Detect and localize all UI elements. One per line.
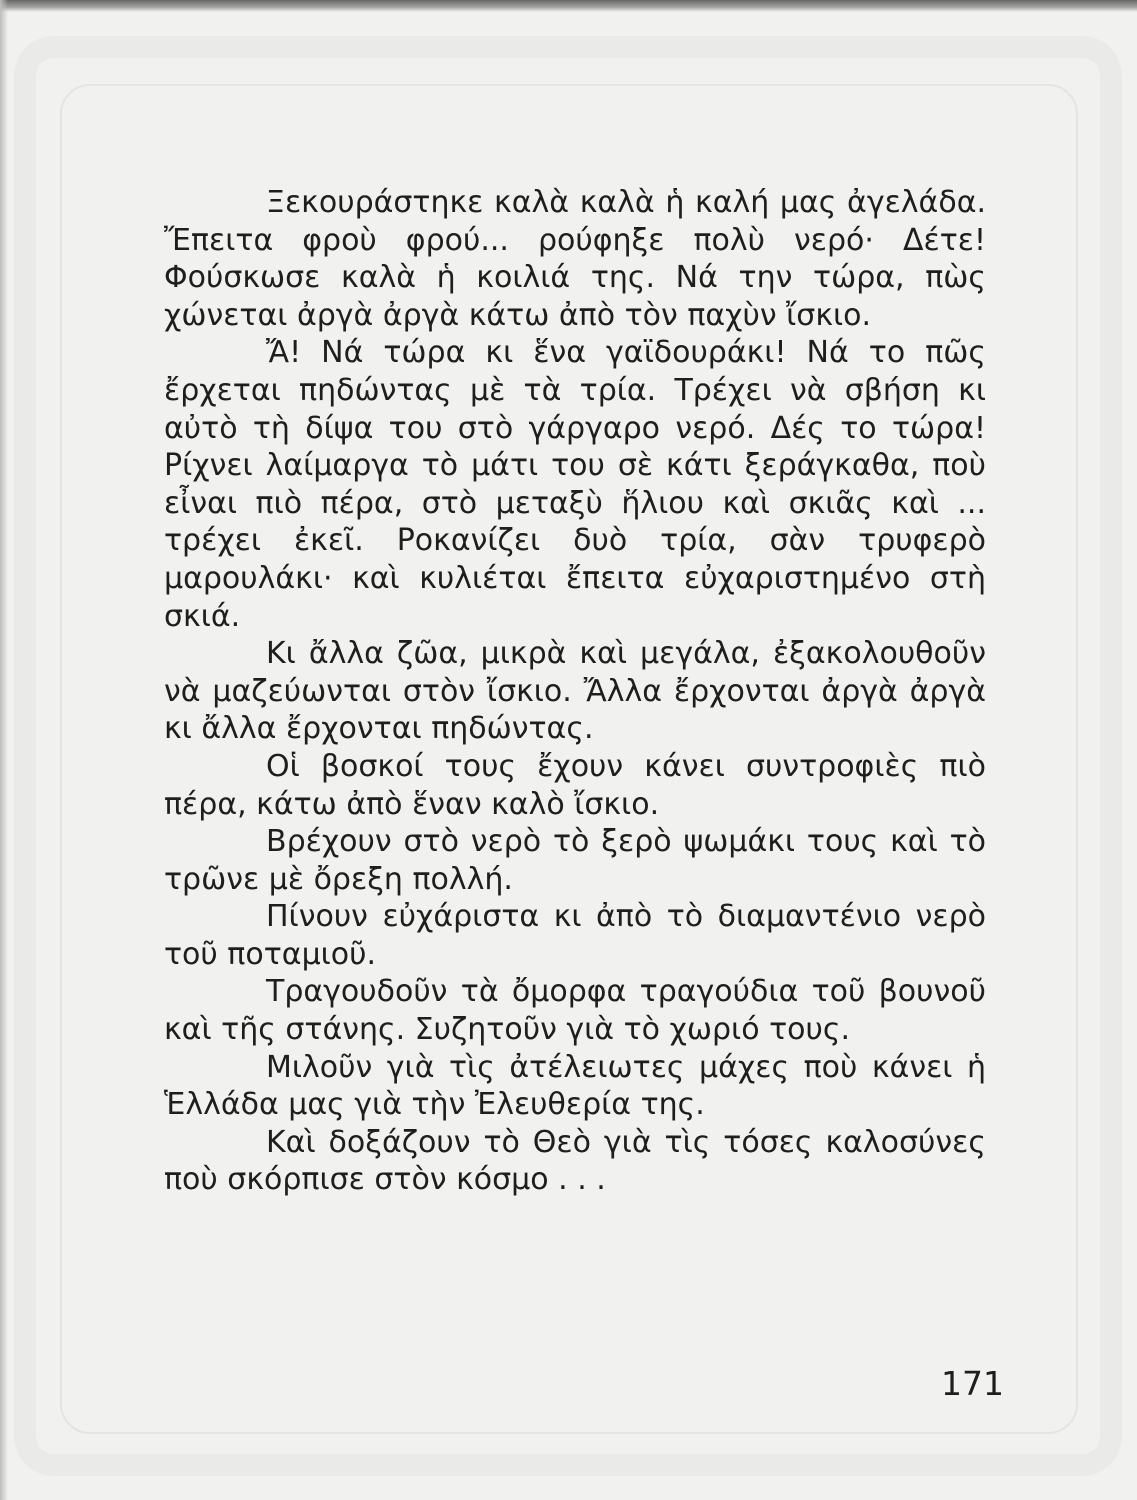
paragraph: Οἱ βοσκοί τους ἔχουν κάνει συντροφιὲς πιὸ πέρα, κάτω ἀπὸ ἕναν καλὸ ἴσκιο.: [164, 748, 986, 822]
scan-top-edge: [0, 0, 1137, 12]
paragraph: Ἄ! Νά τώρα κι ἕνα γαϊδουράκι! Νά το πῶς ἔρχεται πηδώντας μὲ τὰ τρία. Τρέχει νὰ σβήση κι αὐτὸ τὴ δίψα του στὸ γάργαρο νερό. Δές το τώρα! Ρίχνει λαίμαργα τὸ μάτι του σὲ κάτι ξεράγκαθα, ποὺ εἶναι πιὸ πέρα, στὸ μεταξὺ ἥλιου καὶ σκιᾶς καὶ ... τρέχει ἐκεῖ. Ροκανίζει δυὸ τρία, σὰν τρυφερὸ μαρουλάκι· καὶ κυλιέται ἔπειτα εὐχαριστημένο στὴ σκιά.: [164, 335, 986, 634]
paragraph: Κι ἄλλα ζῶα, μικρὰ καὶ μεγάλα, ἐξακολουθοῦν νὰ μαζεύωνται στὸν ἴσκιο. Ἄλλα ἔρχονται ἀργὰ ἀργὰ κι ἄλλα ἔρχονται πηδώντας.: [164, 636, 986, 747]
paragraph: Βρέχουν στὸ νερὸ τὸ ξερὸ ψωμάκι τους καὶ τὸ τρῶνε μὲ ὄρεξη πολλή.: [164, 824, 986, 897]
page-number: 171: [941, 1364, 1004, 1403]
paragraph: Καὶ δοξάζουν τὸ Θεὸ γιὰ τὶς τόσες καλοσύνες ποὺ σκόρπισε στὸν κόσμο . . .: [164, 1124, 986, 1198]
paragraph: Μιλοῦν γιὰ τὶς ἀτέλειωτες μάχες ποὺ κάνει ἡ Ἑλλάδα μας γιὰ τὴν Ἐλευθερία της.: [164, 1049, 986, 1123]
scan-left-edge: [0, 0, 8, 1500]
paragraph: Ξεκουράστηκε καλὰ καλὰ ἡ καλή μας ἀγελάδα. Ἔπειτα φροὺ φρού... ρούφηξε πολὺ νερό· Δέτε! Φούσκωσε καλὰ ἡ κοιλιά της. Νά την τώρα, πὼς χώνεται ἀργὰ ἀργὰ κάτω ἀπὸ τὸν παχὺν ἴσκιο.: [164, 185, 986, 333]
paragraph: Πίνουν εὐχάριστα κι ἀπὸ τὸ διαμαντένιο νερὸ τοῦ ποταμιοῦ.: [164, 899, 986, 972]
body-text: [164, 184, 986, 1199]
paragraph: Τραγουδοῦν τὰ ὄμορφα τραγούδια τοῦ βουνοῦ καὶ τῆς στάνης. Συζητοῦν γιὰ τὸ χωριό τους.: [164, 974, 986, 1048]
